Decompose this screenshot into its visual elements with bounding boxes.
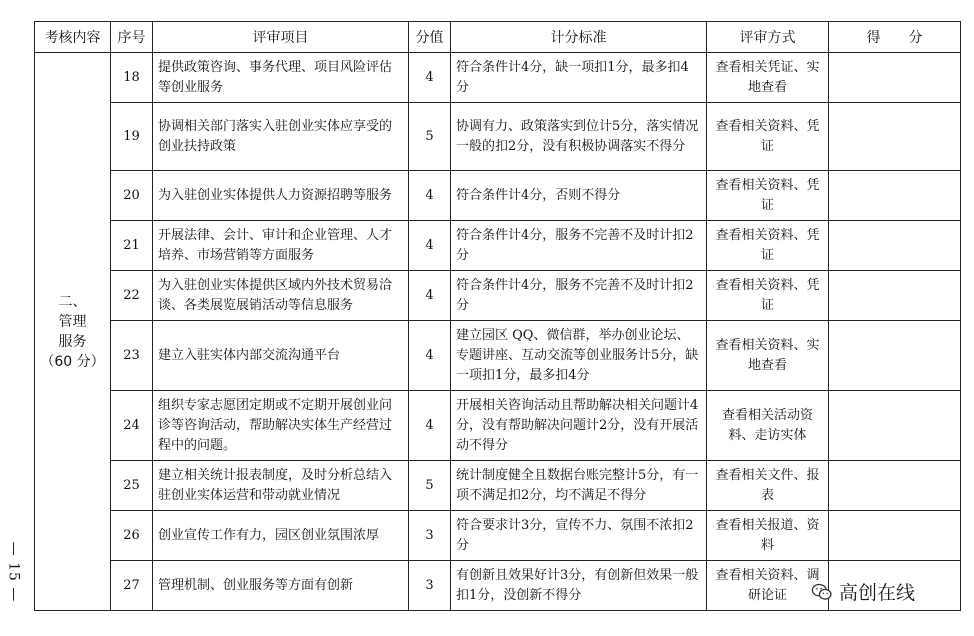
category-cell [35, 53, 111, 611]
watermark [811, 578, 915, 605]
seq-cell: 19 [111, 103, 153, 171]
result-cell [829, 511, 961, 561]
seq-cell: 20 [111, 171, 153, 221]
seq-cell: 27 [111, 561, 153, 611]
table-row [35, 511, 961, 561]
table-row [35, 461, 961, 511]
seq-cell: 23 [111, 321, 153, 391]
item-cell: 提供政策咨询、事务代理、项目风险评估等创业服务 [153, 53, 409, 103]
score-cell: 4 [409, 271, 451, 321]
standard-cell: 符合条件计4分，否则不得分 [451, 171, 707, 221]
standard-cell: 有创新且效果好计3分，有创新但效果一般扣1分，没创新不得分 [451, 561, 707, 611]
item-cell: 为入驻创业实体提供区域内外技术贸易洽谈、各类展览展销活动等信息服务 [153, 271, 409, 321]
category-line: （60 分） [40, 353, 105, 370]
header-row [35, 22, 961, 53]
method-cell: 查看相关资料、凭证 [707, 271, 829, 321]
category-line: 二、 [58, 293, 87, 310]
page-number: — 15 — [5, 541, 21, 603]
item-cell: 协调相关部门落实入驻创业实体应享受的创业扶持政策 [153, 103, 409, 171]
category-line: 服务 [58, 333, 87, 350]
watermark-text: 高创在线 [839, 582, 916, 604]
header-result: 得 分 [829, 22, 961, 53]
method-cell: 查看相关资料、凭证 [707, 221, 829, 271]
standard-cell: 统计制度健全且数据台账完整计5分，有一项不满足扣2分，均不满足不得分 [451, 461, 707, 511]
score-cell: 4 [409, 391, 451, 461]
seq-cell: 26 [111, 511, 153, 561]
seq-cell: 21 [111, 221, 153, 271]
table-row [35, 103, 961, 171]
result-cell [829, 103, 961, 171]
header-method: 评审方式 [707, 22, 829, 53]
result-cell [829, 391, 961, 461]
method-cell: 查看相关活动资料、走访实体 [707, 391, 829, 461]
method-cell: 查看相关资料、实地查看 [707, 321, 829, 391]
method-cell: 查看相关凭证、实地查看 [707, 53, 829, 103]
item-cell: 建立相关统计报表制度，及时分析总结入驻创业实体运营和带动就业情况 [153, 461, 409, 511]
item-cell: 管理机制、创业服务等方面有创新 [153, 561, 409, 611]
score-cell: 3 [409, 561, 451, 611]
seq-cell: 25 [111, 461, 153, 511]
score-cell: 4 [409, 321, 451, 391]
seq-cell: 24 [111, 391, 153, 461]
method-cell: 查看相关资料、凭证 [707, 103, 829, 171]
result-cell [829, 53, 961, 103]
method-cell: 查看相关资料、凭证 [707, 171, 829, 221]
wechat-icon [811, 581, 833, 603]
standard-cell: 符合要求计3分，宣传不力、氛围不浓扣2分 [451, 511, 707, 561]
table-row [35, 221, 961, 271]
seq-cell: 18 [111, 53, 153, 103]
item-cell: 组织专家志愿团定期或不定期开展创业问诊等咨询活动，帮助解决实体生产经营过程中的问题。 [153, 391, 409, 461]
header-item: 评审项目 [153, 22, 409, 53]
result-cell [829, 461, 961, 511]
header-category: 考核内容 [35, 22, 111, 53]
score-cell: 4 [409, 53, 451, 103]
method-cell: 查看相关报道、资料 [707, 511, 829, 561]
standard-cell: 建立园区 QQ、微信群，举办创业论坛、专题讲座、互动交流等创业服务计5分，缺一项扣1分，最多扣4分 [451, 321, 707, 391]
item-cell: 开展法律、会计、审计和企业管理、人才培养、市场营销等方面服务 [153, 221, 409, 271]
item-cell: 建立入驻实体内部交流沟通平台 [153, 321, 409, 391]
table-row [35, 171, 961, 221]
evaluation-table [34, 21, 961, 611]
score-cell: 4 [409, 171, 451, 221]
standard-cell: 符合条件计4分，缺一项扣1分，最多扣4分 [451, 53, 707, 103]
table-row [35, 271, 961, 321]
header-score: 分值 [409, 22, 451, 53]
category-line: 管理 [58, 313, 87, 330]
score-cell: 5 [409, 103, 451, 171]
standard-cell: 开展相关咨询活动且帮助解决相关问题计4分，没有帮助解决问题计2分，没有开展活动不得分 [451, 391, 707, 461]
method-cell: 查看相关文件、报表 [707, 461, 829, 511]
method-cell: 查看相关资料、调研论证 [707, 561, 829, 611]
standard-cell: 符合条件计4分，服务不完善不及时计扣2分 [451, 271, 707, 321]
standard-cell: 协调有力、政策落实到位计5分，落实情况一般的扣2分，没有积极协调落实不得分 [451, 103, 707, 171]
result-cell [829, 221, 961, 271]
score-cell: 5 [409, 461, 451, 511]
score-cell: 4 [409, 221, 451, 271]
table-row [35, 391, 961, 461]
table-row [35, 53, 961, 103]
header-seq: 序号 [111, 22, 153, 53]
item-cell: 创业宣传工作有力，园区创业氛围浓厚 [153, 511, 409, 561]
table-row [35, 321, 961, 391]
score-cell: 3 [409, 511, 451, 561]
item-cell: 为入驻创业实体提供人力资源招聘等服务 [153, 171, 409, 221]
seq-cell: 22 [111, 271, 153, 321]
result-cell [829, 171, 961, 221]
header-standard: 计分标准 [451, 22, 707, 53]
standard-cell: 符合条件计4分，服务不完善不及时计扣2分 [451, 221, 707, 271]
result-cell [829, 271, 961, 321]
result-cell [829, 321, 961, 391]
